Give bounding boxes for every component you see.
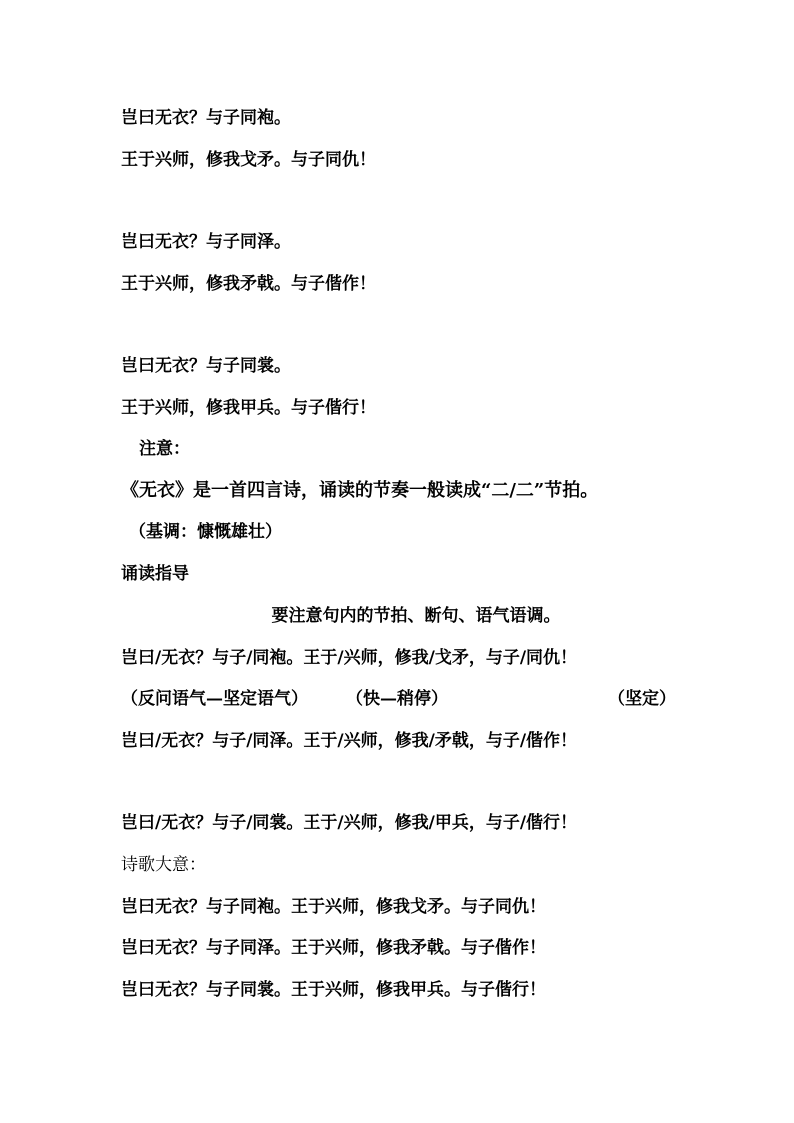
guide-tip: 要注意句内的节拍、断句、语气语调。	[271, 606, 561, 626]
rhythm-line: 岂曰/无衣？与子/同袍。王于/兴师，修我/戈矛，与子/同仇！	[121, 648, 578, 668]
rhythm-line: 岂曰/无衣？与子/同泽。王于/兴师，修我/矛戟，与子/偕作！	[121, 731, 578, 751]
poem-line: 岂曰无衣？与子同裳。	[121, 356, 291, 376]
poem-line: 王于兴师，修我矛戟。与子偕作！	[121, 274, 376, 294]
annotation-tone: （反问语气—坚定语气）	[121, 689, 308, 709]
rhythm-line: 岂曰/无衣？与子/同裳。王于/兴师，修我/甲兵，与子/偕行！	[121, 813, 578, 833]
poem-line: 岂曰无衣？与子同袍。	[121, 108, 291, 128]
annotation-pace: （快—稍停）	[346, 689, 448, 709]
annotation-firm: （坚定）	[608, 689, 676, 709]
note-text: 《无衣》是一首四言诗，诵读的节奏一般读成“二/二”节拍。	[121, 480, 599, 501]
note-heading: 注意：	[139, 439, 190, 459]
meaning-line: 岂曰无衣？与子同裳。王于兴师，修我甲兵。与子偕行！	[121, 980, 546, 1000]
guide-heading: 诵读指导	[121, 564, 189, 584]
meaning-line: 岂曰无衣？与子同袍。王于兴师，修我戈矛。与子同仇！	[121, 897, 546, 917]
poem-line: 岂曰无衣？与子同泽。	[121, 232, 291, 252]
meaning-line: 岂曰无衣？与子同泽。王于兴师，修我矛戟。与子偕作！	[121, 938, 546, 958]
note-tone: （基调：慷慨雄壮）	[129, 522, 282, 542]
poem-line: 王于兴师，修我甲兵。与子偕行！	[121, 398, 376, 418]
meaning-heading: 诗歌大意：	[121, 855, 206, 875]
poem-line: 王于兴师，修我戈矛。与子同仇！	[121, 150, 376, 170]
